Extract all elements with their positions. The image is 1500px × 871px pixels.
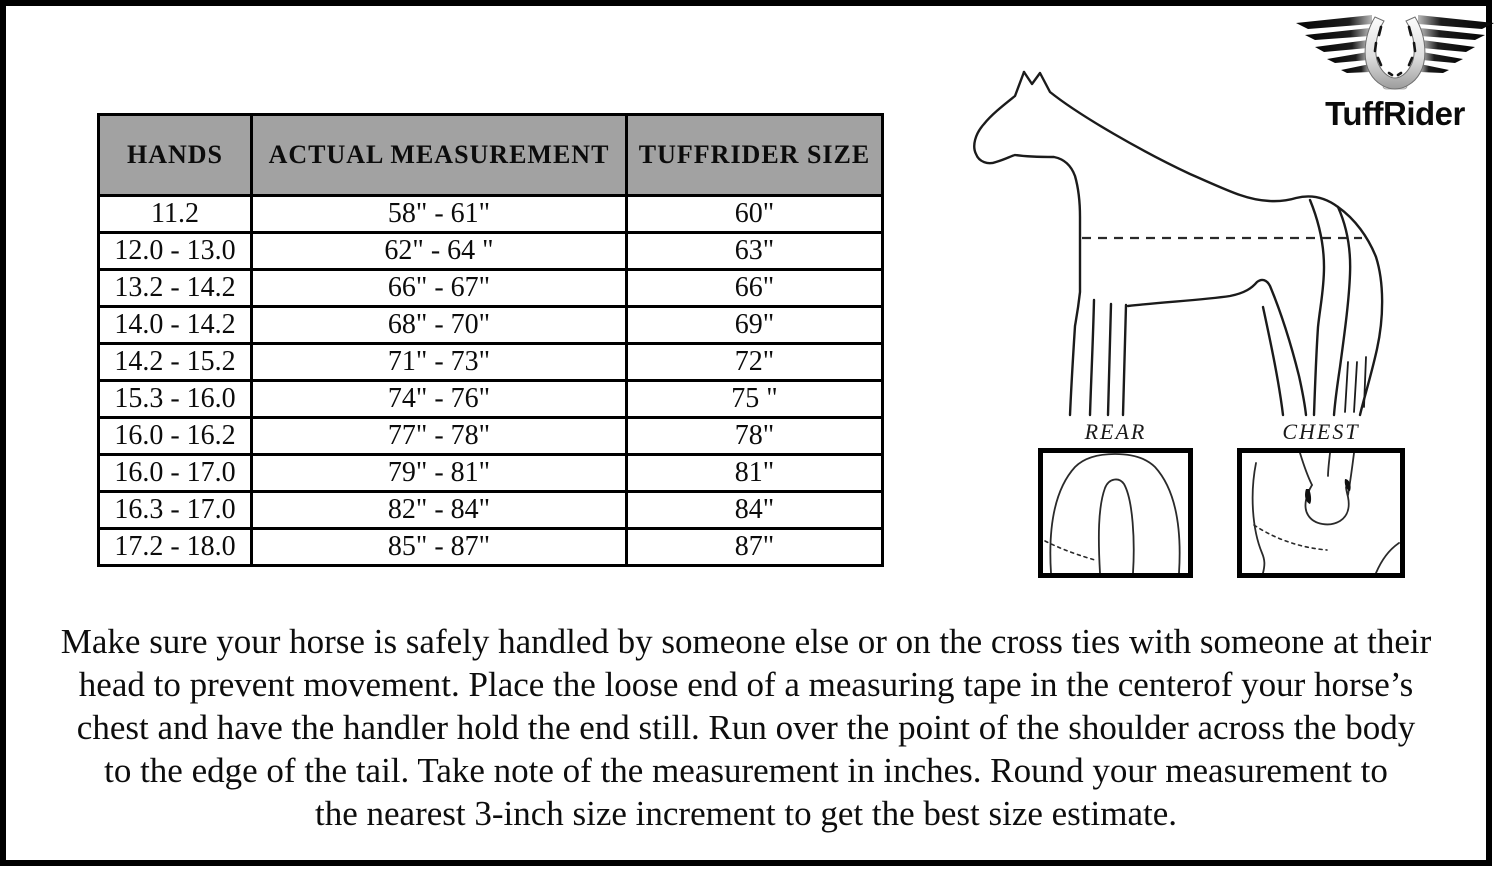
cell-hands: 16.0 - 16.2 bbox=[99, 418, 252, 455]
cell-size: 69" bbox=[627, 307, 883, 344]
cell-size: 84" bbox=[627, 492, 883, 529]
cell-size: 75 " bbox=[627, 381, 883, 418]
table-row bbox=[99, 529, 883, 566]
cell-size: 66" bbox=[627, 270, 883, 307]
cell-size: 60" bbox=[627, 196, 883, 233]
table-row bbox=[99, 344, 883, 381]
instructions-line: head to prevent movement. Place the loose end of a measuring tape in the centerof your horse’s bbox=[78, 665, 1414, 704]
horse-hind-leg-rear bbox=[1310, 200, 1324, 415]
chest-diagram-box bbox=[1237, 448, 1405, 578]
cell-hands: 12.0 - 13.0 bbox=[99, 233, 252, 270]
horse-chest-view-diagram bbox=[1242, 453, 1400, 573]
instructions-line: chest and have the handler hold the end still. Run over the point of the shoulder across the body bbox=[76, 708, 1416, 747]
rear-diagram-box bbox=[1038, 448, 1193, 578]
cell-size: 78" bbox=[627, 418, 883, 455]
cell-size: 81" bbox=[627, 455, 883, 492]
horse-hind-leg-far bbox=[1263, 307, 1283, 415]
chest-label: CHEST bbox=[1282, 419, 1360, 444]
table-row bbox=[99, 381, 883, 418]
cell-size: 72" bbox=[627, 344, 883, 381]
horse-front-leg-near bbox=[1090, 300, 1094, 415]
horse-topline bbox=[1024, 72, 1382, 415]
table-row bbox=[99, 455, 883, 492]
cell-measurement: 62" - 64 " bbox=[252, 233, 627, 270]
brand-name: TuffRider bbox=[1325, 95, 1465, 132]
cell-measurement: 58" - 61" bbox=[252, 196, 627, 233]
cell-measurement: 85" - 87" bbox=[252, 529, 627, 566]
rear-label: REAR bbox=[1084, 419, 1147, 444]
horse-front-leg-far-rear bbox=[1123, 305, 1126, 415]
table-row bbox=[99, 270, 883, 307]
table-row bbox=[99, 307, 883, 344]
instructions-line: the nearest 3-inch size increment to get the best size estimate. bbox=[314, 794, 1178, 833]
horse-rear-view-diagram bbox=[1043, 453, 1188, 573]
cell-hands: 16.3 - 17.0 bbox=[99, 492, 252, 529]
instructions-line: to the edge of the tail. Take note of the measurement in inches. Round your measurement to bbox=[104, 751, 1388, 790]
cell-hands: 14.0 - 14.2 bbox=[99, 307, 252, 344]
cell-measurement: 82" - 84" bbox=[252, 492, 627, 529]
horse-head-outline bbox=[974, 72, 1080, 415]
cell-hands: 13.2 - 14.2 bbox=[99, 270, 252, 307]
instructions-text bbox=[30, 620, 1462, 835]
instructions-line: Make sure your horse is safely handled by someone else or on the cross ties with someone at their bbox=[60, 622, 1432, 661]
cell-size: 63" bbox=[627, 233, 883, 270]
cell-hands: 11.2 bbox=[99, 196, 252, 233]
table-header-row bbox=[99, 115, 883, 196]
table-row bbox=[99, 196, 883, 233]
table-row bbox=[99, 418, 883, 455]
horse-side-view-diagram bbox=[958, 52, 1408, 424]
cell-hands: 17.2 - 18.0 bbox=[99, 529, 252, 566]
cell-measurement: 68" - 70" bbox=[252, 307, 627, 344]
table-row bbox=[99, 492, 883, 529]
cell-measurement: 74" - 76" bbox=[252, 381, 627, 418]
cell-measurement: 71" - 73" bbox=[252, 344, 627, 381]
col-header-actual-measurement: ACTUAL MEASUREMENT bbox=[252, 115, 627, 196]
col-header-hands: HANDS bbox=[99, 115, 252, 196]
cell-measurement: 66" - 67" bbox=[252, 270, 627, 307]
cell-measurement: 79" - 81" bbox=[252, 455, 627, 492]
cell-size: 87" bbox=[627, 529, 883, 566]
table-row bbox=[99, 233, 883, 270]
cell-hands: 16.0 - 17.0 bbox=[99, 455, 252, 492]
cell-hands: 14.2 - 15.2 bbox=[99, 344, 252, 381]
cell-hands: 15.3 - 16.0 bbox=[99, 381, 252, 418]
size-table bbox=[97, 113, 884, 567]
col-header-tuffrider-size: TUFFRIDER SIZE bbox=[627, 115, 883, 196]
cell-measurement: 77" - 78" bbox=[252, 418, 627, 455]
horse-front-leg-far bbox=[1108, 304, 1111, 415]
